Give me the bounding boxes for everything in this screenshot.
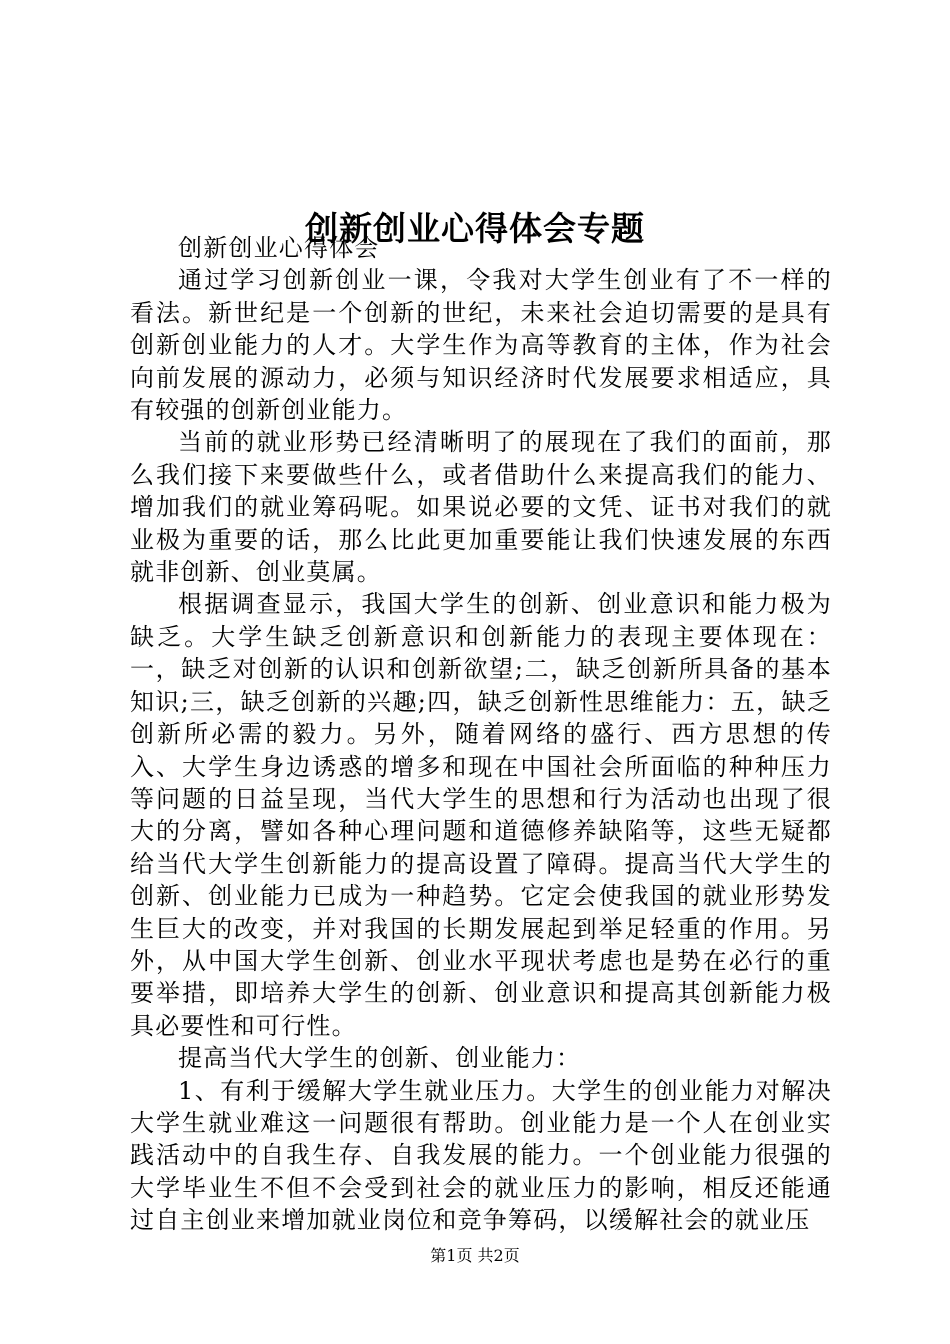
document-body (130, 232, 832, 1237)
paragraph: 提高当代大学生的创新、创业能力： (178, 1044, 582, 1073)
paragraph: 根据调查显示，我国大学生的创新、创业意识和能力极为缺乏。大学生缺乏创新意识和创新能力的表现主要体现在：一，缺乏对创新的认识和创新欲望;二，缺乏创新所具备的基本知识;三，缺乏创新的兴趣;四，缺乏创新性思维能力：五，缺乏创新所必需的毅力。另外，随着网络的盛行、西方思想的传入、大学生身边诱惑的增多和现在中国社会所面临的种种压力等问题的日益呈现，当代大学生的思想和行为活动也出现了很大的分离，譬如各种心理问题和道德修养缺陷等，这些无疑都给当代大学生创新能力的提高设置了障碍。提高当代大学生的创新、创业能力已成为一种趋势。它定会使我国的就业形势发生巨大的改变，并对我国的长期发展起到举足轻重的作用。另外，从中国大学生创新、创业水平现状考虑也是势在必行的重要举措，即培养大学生的创新、创业意识和提高其创新能力极具必要性和可行性。 (130, 590, 832, 1040)
document-title: 创新创业心得体会专题 (305, 209, 645, 249)
page-footer: 第1页 共2页 (430, 1246, 520, 1265)
paragraph-subtitle: 创新创业心得体会 (178, 234, 380, 262)
paragraph: 通过学习创新创业一课，令我对大学生创业有了不一样的看法。新世纪是一个创新的世纪，未来社会迫切需要的是具有创新创业能力的人才。大学生作为高等教育的主体，作为社会向前发展的源动力，必须与知识经济时代发展要求相适应，具有较强的创新创业能力。 (130, 266, 832, 425)
paragraph: 1、有利于缓解大学生就业压力。大学生的创业能力对解决大学生就业难这一问题很有帮助。创业能力是一个人在创业实践活动中的自我生存、自我发展的能力。一个创业能力很强的大学毕业生不但不会受到社会的就业压力的影响，相反还能通过自主创业来增加就业岗位和竞争筹码，以缓解社会的就业压 (130, 1076, 832, 1235)
paragraph: 当前的就业形势已经清晰明了的展现在了我们的面前，那么我们接下来要做些什么，或者借助什么来提高我们的能力、增加我们的就业筹码呢。如果说必要的文凭、证书对我们的就业极为重要的话，那么比此更加重要能让我们快速发展的东西就非创新、创业莫属。 (130, 428, 832, 587)
